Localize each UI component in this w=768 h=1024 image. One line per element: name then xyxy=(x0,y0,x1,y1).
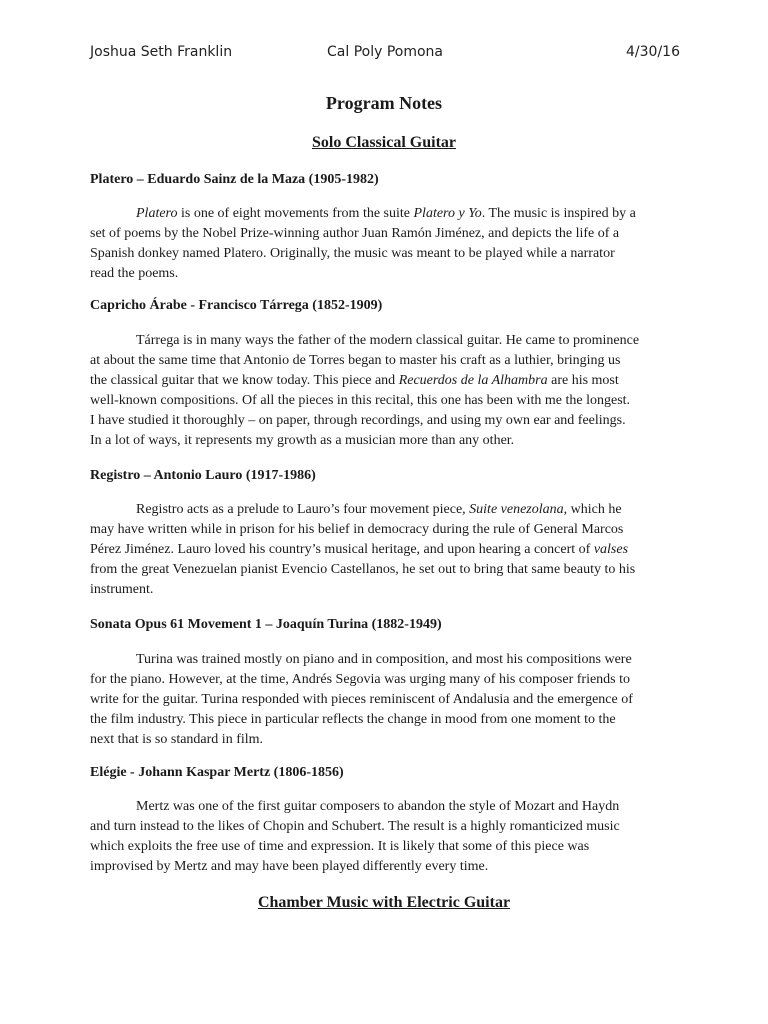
page-header xyxy=(90,44,680,64)
paragraph-line: the classical guitar that we know today. This piece and Recuerdos de la Alhambra are his most xyxy=(90,373,619,388)
paragraph-line: write for the guitar. Turina responded with pieces reminiscent of Andalusia and the emergence of xyxy=(90,692,633,707)
paragraph-line: set of poems by the Nobel Prize-winning author Juan Ramón Jiménez, and depicts the life of a xyxy=(90,226,620,241)
paragraph-line: I have studied it thoroughly – on paper, through recordings, and using my own ear and feelings. xyxy=(90,413,626,428)
header-author: Joshua Seth Franklin xyxy=(90,44,233,60)
piece-notes-registro xyxy=(90,500,680,600)
paragraph-line: Spanish donkey named Platero. Originally, the music was meant to be played while a narrator xyxy=(90,246,615,261)
page-title: Program Notes xyxy=(325,93,443,113)
paragraph-line: at about the same time that Antonio de Torres began to master his craft as a luthier, bringing us xyxy=(90,353,621,368)
piece-notes-elegie xyxy=(90,797,680,877)
piece-heading-registro: Registro – Antonio Lauro (1917-1986) xyxy=(90,468,316,483)
piece-heading-sonata: Sonata Opus 61 Movement 1 – Joaquín Turina (1882-1949) xyxy=(90,617,442,632)
paragraph-line: Platero is one of eight movements from the suite Platero y Yo. The music is inspired by a xyxy=(136,206,636,221)
paragraph-line: and turn instead to the likes of Chopin and Schubert. The result is a highly romanticized music xyxy=(90,819,620,834)
paragraph-line: Pérez Jiménez. Lauro loved his country’s musical heritage, and upon hearing a concert of valses xyxy=(90,542,629,557)
paragraph-line: Turina was trained mostly on piano and in composition, and most his compositions were xyxy=(136,652,632,667)
paragraph-line: Tárrega is in many ways the father of the modern classical guitar. He came to prominence xyxy=(136,333,640,348)
paragraph-line: well-known compositions. Of all the pieces in this recital, this one has been with me the longest. xyxy=(90,393,631,408)
piece-heading-capricho: Capricho Árabe - Francisco Tárrega (1852-1909) xyxy=(90,298,383,313)
header-date: 4/30/16 xyxy=(626,44,680,60)
paragraph-line: Mertz was one of the first guitar composers to abandon the style of Mozart and Haydn xyxy=(136,799,620,814)
paragraph-line: In a lot of ways, it represents my growth as a musician more than any other. xyxy=(90,433,515,448)
piece-notes-sonata xyxy=(90,650,680,750)
paragraph-line: which exploits the free use of time and expression. It is likely that some of this piece was xyxy=(90,839,590,854)
paragraph-line: from the great Venezuelan pianist Evencio Castellanos, he set out to bring that same beauty to his xyxy=(90,562,636,577)
paragraph-line: for the piano. However, at the time, Andrés Segovia was urging many of his composer friends to xyxy=(90,672,631,687)
paragraph-line: improvised by Mertz and may have been played differently every time. xyxy=(90,859,489,874)
section-title-solo: Solo Classical Guitar xyxy=(311,134,456,151)
paragraph-line: instrument. xyxy=(90,582,154,597)
paragraph-line: may have written while in prison for his belief in democracy during the rule of General Marcos xyxy=(90,522,624,537)
paragraph-line: next that is so standard in film. xyxy=(90,732,264,747)
header-school: Cal Poly Pomona xyxy=(327,44,443,60)
section-title-chamber: Chamber Music with Electric Guitar xyxy=(257,894,511,911)
paragraph-line: Registro acts as a prelude to Lauro’s four movement piece, Suite venezolana, which he xyxy=(136,502,622,517)
piece-notes-platero xyxy=(90,204,680,284)
piece-notes-capricho xyxy=(90,331,680,451)
paragraph-line: the film industry. This piece in particular reflects the change in mood from one moment to the xyxy=(90,712,616,727)
piece-heading-elegie: Elégie - Johann Kaspar Mertz (1806-1856) xyxy=(90,765,344,780)
piece-heading-platero: Platero – Eduardo Sainz de la Maza (1905-1982) xyxy=(90,172,379,187)
paragraph-line: read the poems. xyxy=(90,266,179,281)
